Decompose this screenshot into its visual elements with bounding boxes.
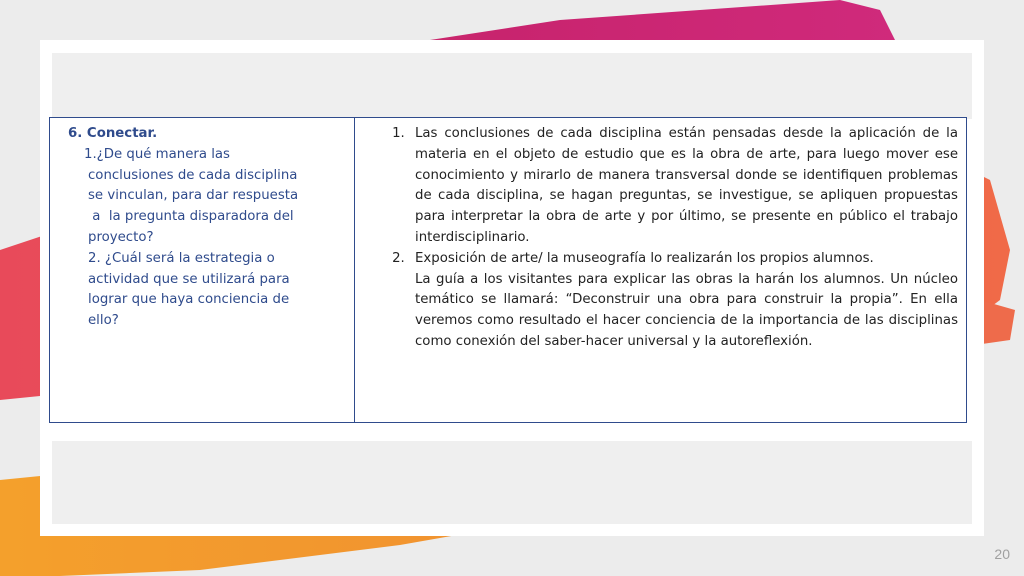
question-line: 2. ¿Cuál será la estrategia o — [88, 250, 275, 266]
question-line: conclusiones de cada disciplina — [88, 167, 298, 183]
question-line: lograr que haya conciencia de — [88, 292, 290, 308]
answer-list — [379, 124, 958, 353]
question-line: 1.¿De qué manera las — [84, 146, 230, 162]
answer-item-2-continuation: La guía a los visitantes para explicar las obras la harán los alumnos. Un núcleo temático se llamará: “Deconstruir una obra para construir la propia”. En ella veremos como resultado el hacer conciencia de la importancia de las disciplinas como conexión del saber-hacer universal y la autoreflexión. — [415, 271, 958, 349]
bottom-band — [52, 441, 972, 524]
question-line: se vinculan, para dar respuesta — [88, 188, 299, 204]
question-line: actividad que se utilizará para — [88, 271, 290, 287]
content-table — [49, 117, 967, 423]
answer-item-2-text: Exposición de arte/ la museografía lo realizarán los propios alumnos. — [415, 250, 874, 266]
left-column — [50, 118, 355, 422]
answer-item-1: 1. Las conclusiones de cada disciplina están pensadas desde la aplicación de la materia en el objeto de estudio que es la obra de arte, para luego mover ese conocimiento y mirarlo de manera transversal donde se identifiquen problemas de cada disciplina, se hagan preguntas, se investigue, se apliquen propuestas para interpretar la obra de arte y por último, se presente en público el trabajo interdisciplinario. — [409, 124, 958, 249]
right-column — [355, 118, 966, 422]
answer-item-2 — [409, 249, 958, 353]
question-line: proyecto? — [88, 229, 154, 245]
section-title: 6. Conectar. — [68, 126, 158, 141]
top-band — [52, 53, 972, 119]
question-line: ello? — [88, 313, 119, 329]
slide-frame — [40, 40, 984, 536]
page-number: 20 — [994, 546, 1010, 562]
question-line: a la pregunta disparadora del — [88, 209, 294, 225]
